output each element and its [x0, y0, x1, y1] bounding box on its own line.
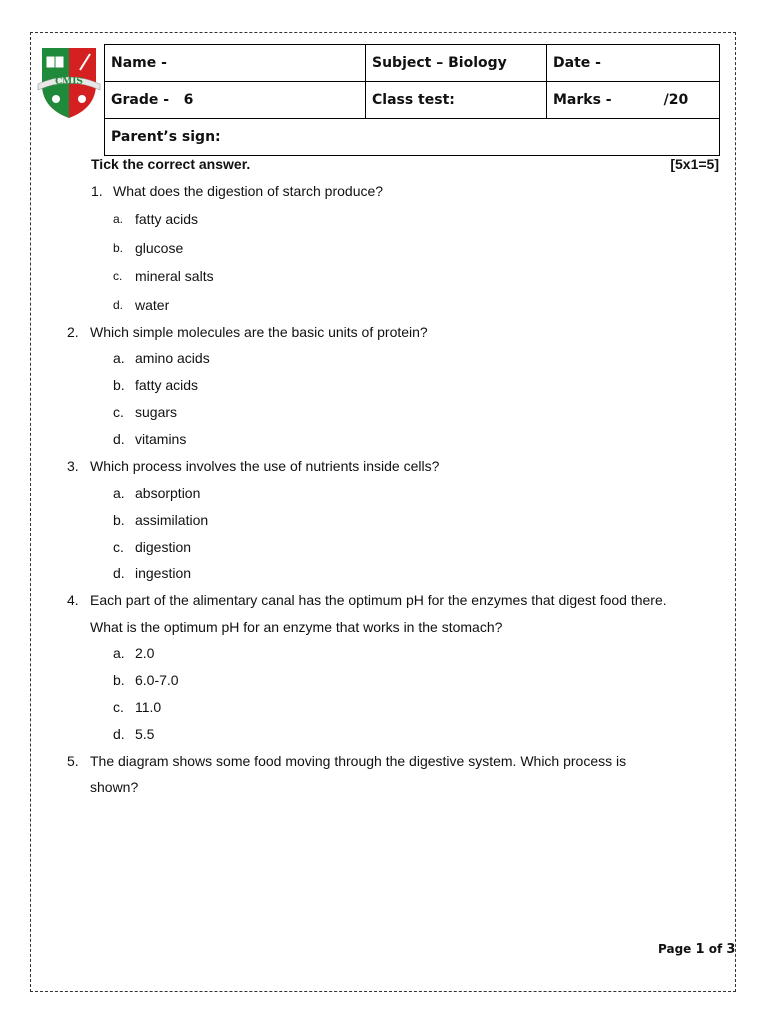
question-text: The diagram shows some food moving through the digestive system. Which process is: [90, 753, 627, 769]
question-number: 4.: [67, 592, 79, 608]
of-word: of: [708, 942, 723, 956]
option-letter: d.: [113, 726, 125, 742]
option-text: 6.0-7.0: [135, 672, 179, 688]
option-letter: c.: [113, 699, 124, 715]
marks-total: /20: [663, 92, 689, 108]
option-letter: b.: [113, 377, 125, 393]
option-text: assimilation: [135, 512, 209, 528]
question-text: What does the digestion of starch produce?: [113, 183, 384, 199]
option-text: absorption: [135, 485, 201, 501]
subject-label: Subject – Biology: [372, 55, 507, 71]
question-number: 3.: [67, 458, 79, 474]
option-letter: c.: [113, 539, 124, 555]
marks-label: Marks -: [553, 92, 612, 108]
option-text: ingestion: [135, 565, 192, 581]
parent-sign-label: Parent’s sign:: [111, 129, 221, 145]
option-letter: d.: [113, 298, 124, 312]
page-current: 1: [695, 942, 705, 957]
question-text: Which simple molecules are the basic units of protein?: [90, 324, 428, 340]
instructions-text: Tick the correct answer.: [91, 156, 251, 172]
option-text: sugars: [135, 404, 178, 420]
option-text: 11.0: [135, 699, 162, 715]
option-text: fatty acids: [135, 211, 199, 227]
option-text: 5.5: [135, 726, 155, 742]
instructions: [91, 156, 719, 172]
option-text: glucose: [135, 240, 184, 256]
question-text: Each part of the alimentary canal has the optimum pH for the enzymes that digest food there.: [90, 592, 667, 608]
option-letter: a.: [113, 350, 125, 366]
option-text: 2.0: [135, 645, 155, 661]
grade-value: 6: [183, 92, 194, 108]
page-total: 3: [726, 942, 736, 957]
option-letter: c.: [113, 269, 123, 283]
option-text: water: [135, 297, 170, 313]
option-text: vitamins: [135, 431, 187, 447]
question-number: 1.: [91, 183, 103, 199]
question-5-line-2: shown?: [90, 779, 139, 795]
question-number: 2.: [67, 324, 79, 340]
question-text: Which process involves the use of nutrients inside cells?: [90, 458, 440, 474]
option-letter: b.: [113, 672, 125, 688]
student-info-table: [104, 44, 720, 156]
page-number: [658, 942, 735, 957]
grade-label: Grade -: [111, 92, 170, 108]
option-text: amino acids: [135, 350, 210, 366]
option-letter: a.: [113, 212, 124, 226]
option-text: mineral salts: [135, 268, 214, 284]
question-number: 5.: [67, 753, 79, 769]
option-letter: a.: [113, 485, 125, 501]
class-test-label: Class test:: [372, 92, 455, 108]
option-letter: d.: [113, 565, 125, 581]
option-letter: a.: [113, 645, 125, 661]
name-label: Name -: [111, 55, 167, 71]
option-letter: b.: [113, 512, 125, 528]
option-letter: d.: [113, 431, 125, 447]
option-letter: b.: [113, 241, 124, 255]
option-text: fatty acids: [135, 377, 199, 393]
option-letter: c.: [113, 404, 124, 420]
date-label: Date -: [553, 55, 601, 71]
school-logo: [36, 44, 102, 120]
page-word: Page: [658, 942, 692, 956]
question-4-line-2: What is the optimum pH for an enzyme that works in the stomach?: [90, 619, 503, 635]
logo-text: CMIS: [55, 77, 83, 87]
option-text: digestion: [135, 539, 192, 555]
instructions-marks: [5x1=5]: [670, 156, 719, 172]
